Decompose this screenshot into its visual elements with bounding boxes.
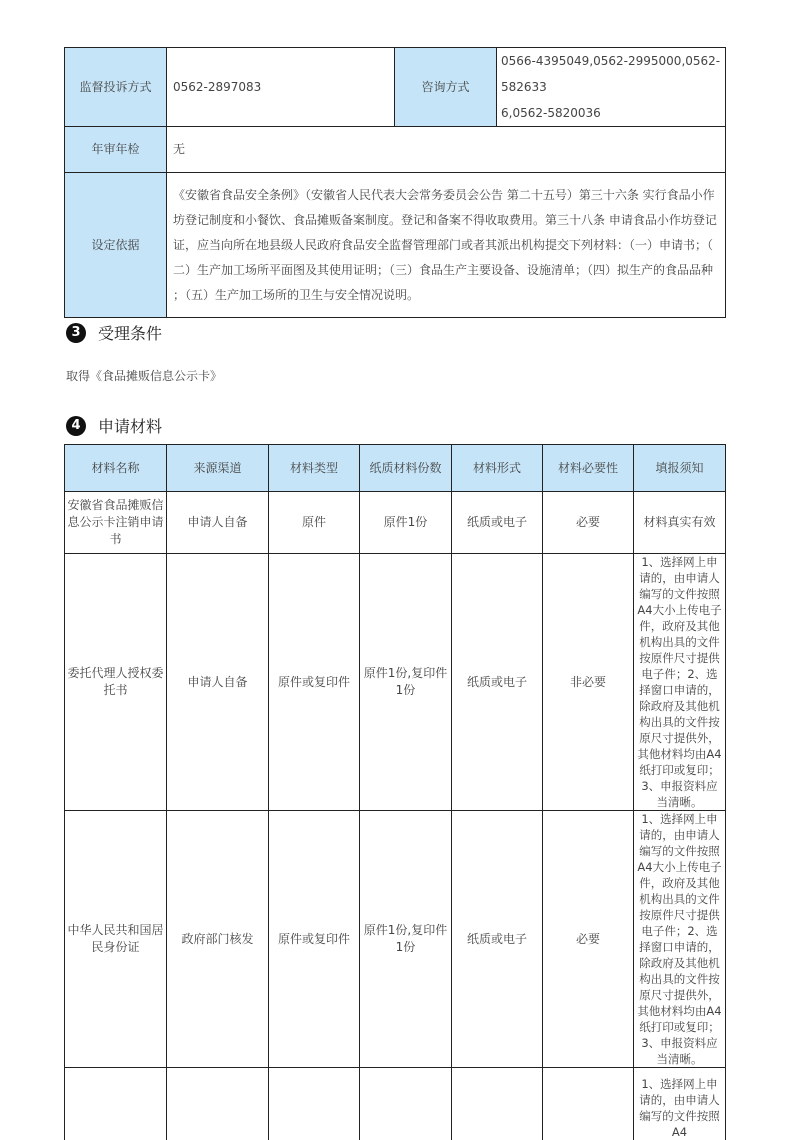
acceptance-condition-text: 取得《食品摊贩信息公示卡》 bbox=[66, 367, 222, 384]
section-4-number-icon: 4 bbox=[66, 416, 86, 436]
material-type bbox=[269, 1068, 360, 1140]
section-3-title: 受理条件 bbox=[98, 321, 162, 344]
material-source bbox=[167, 1068, 269, 1140]
material-note: 1、选择网上申请的，由申请人编写的文件按照A4大小上传电子件，政府及其他机构出具的文件按原件尺寸提供电子件；2、选择窗口申请的，除政府及其他机构出具的文件按原尺寸提供外，其他材料均由A4纸打印或复印；3、申报资料应当清晰。 bbox=[634, 811, 726, 1068]
material-form: 纸质或电子 bbox=[452, 811, 543, 1068]
basis-value bbox=[167, 173, 726, 318]
basis-line: 证，应当向所在地县级人民政府食品安全监督管理部门或者其派出机构提交下列材料：（一）申请书；（ bbox=[173, 233, 720, 258]
header-necessity: 材料必要性 bbox=[543, 445, 634, 492]
table-row bbox=[65, 811, 726, 1068]
table-row bbox=[65, 1068, 726, 1140]
material-copies: 原件1份 bbox=[360, 492, 452, 554]
header-type: 材料类型 bbox=[269, 445, 360, 492]
material-type: 原件 bbox=[269, 492, 360, 554]
material-source: 政府部门核发 bbox=[167, 811, 269, 1068]
materials-table bbox=[64, 444, 726, 1140]
material-name: 中华人民共和国居民身份证 bbox=[65, 811, 167, 1068]
header-material-name: 材料名称 bbox=[65, 445, 167, 492]
material-name: 安徽省食品摊贩信息公示卡注销申请书 bbox=[65, 492, 167, 554]
material-note: 1、选择网上申请的，由申请人编写的文件按照A4 bbox=[634, 1068, 726, 1140]
material-form bbox=[452, 1068, 543, 1140]
consult-label: 咨询方式 bbox=[395, 48, 497, 127]
complaint-value: 0562-2897083 bbox=[167, 48, 395, 127]
header-copies: 纸质材料份数 bbox=[360, 445, 452, 492]
header-notes: 填报须知 bbox=[634, 445, 726, 492]
material-necessity: 必要 bbox=[543, 492, 634, 554]
material-necessity: 必要 bbox=[543, 811, 634, 1068]
material-source: 申请人自备 bbox=[167, 492, 269, 554]
material-type: 原件或复印件 bbox=[269, 811, 360, 1068]
header-source: 来源渠道 bbox=[167, 445, 269, 492]
material-name bbox=[65, 1068, 167, 1140]
basis-line: 《安徽省食品安全条例》（安徽省人民代表大会常务委员会公告 第二十五号）第三十六条 实行食品小作 bbox=[173, 183, 720, 208]
section-4-title: 申请材料 bbox=[98, 414, 162, 437]
material-copies: 原件1份,复印件1份 bbox=[360, 554, 452, 811]
material-form: 纸质或电子 bbox=[452, 554, 543, 811]
material-note: 材料真实有效 bbox=[634, 492, 726, 554]
material-necessity bbox=[543, 1068, 634, 1140]
material-name: 委托代理人授权委托书 bbox=[65, 554, 167, 811]
consult-value bbox=[497, 48, 726, 127]
material-copies bbox=[360, 1068, 452, 1140]
material-note: 1、选择网上申请的，由申请人编写的文件按照A4大小上传电子件，政府及其他机构出具的文件按原件尺寸提供电子件；2、选择窗口申请的，除政府及其他机构出具的文件按原尺寸提供外，其他材料均由A4纸打印或复印；3、申报资料应当清晰。 bbox=[634, 554, 726, 811]
material-form: 纸质或电子 bbox=[452, 492, 543, 554]
info-row-annual bbox=[65, 127, 726, 173]
materials-header-row bbox=[65, 445, 726, 492]
table-row bbox=[65, 554, 726, 811]
complaint-label: 监督投诉方式 bbox=[65, 48, 167, 127]
annual-label: 年审年检 bbox=[65, 127, 167, 173]
section-3-heading bbox=[66, 321, 162, 344]
basis-label: 设定依据 bbox=[65, 173, 167, 318]
table-row bbox=[65, 492, 726, 554]
basis-line: ；（五）生产加工场所的卫生与安全情况说明。 bbox=[173, 283, 720, 308]
material-type: 原件或复印件 bbox=[269, 554, 360, 811]
basis-line: 二）生产加工场所平面图及其使用证明；（三）食品生产主要设备、设施清单；（四）拟生产的食品品种 bbox=[173, 258, 720, 283]
section-4-heading bbox=[66, 414, 162, 437]
consult-value-line2: 6,0562-5820036 bbox=[501, 100, 721, 126]
material-source: 申请人自备 bbox=[167, 554, 269, 811]
section-3-number-icon: 3 bbox=[66, 323, 86, 343]
material-necessity: 非必要 bbox=[543, 554, 634, 811]
info-row-basis bbox=[65, 173, 726, 318]
info-row-contact bbox=[65, 48, 726, 127]
material-copies: 原件1份,复印件1份 bbox=[360, 811, 452, 1068]
info-table bbox=[64, 47, 726, 318]
annual-value: 无 bbox=[167, 127, 726, 173]
header-form: 材料形式 bbox=[452, 445, 543, 492]
basis-line: 坊登记制度和小餐饮、食品摊贩备案制度。登记和备案不得收取费用。第三十八条 申请食品小作坊登记 bbox=[173, 208, 720, 233]
consult-value-line1: 0566-4395049,0562-2995000,0562-582633 bbox=[501, 48, 721, 100]
